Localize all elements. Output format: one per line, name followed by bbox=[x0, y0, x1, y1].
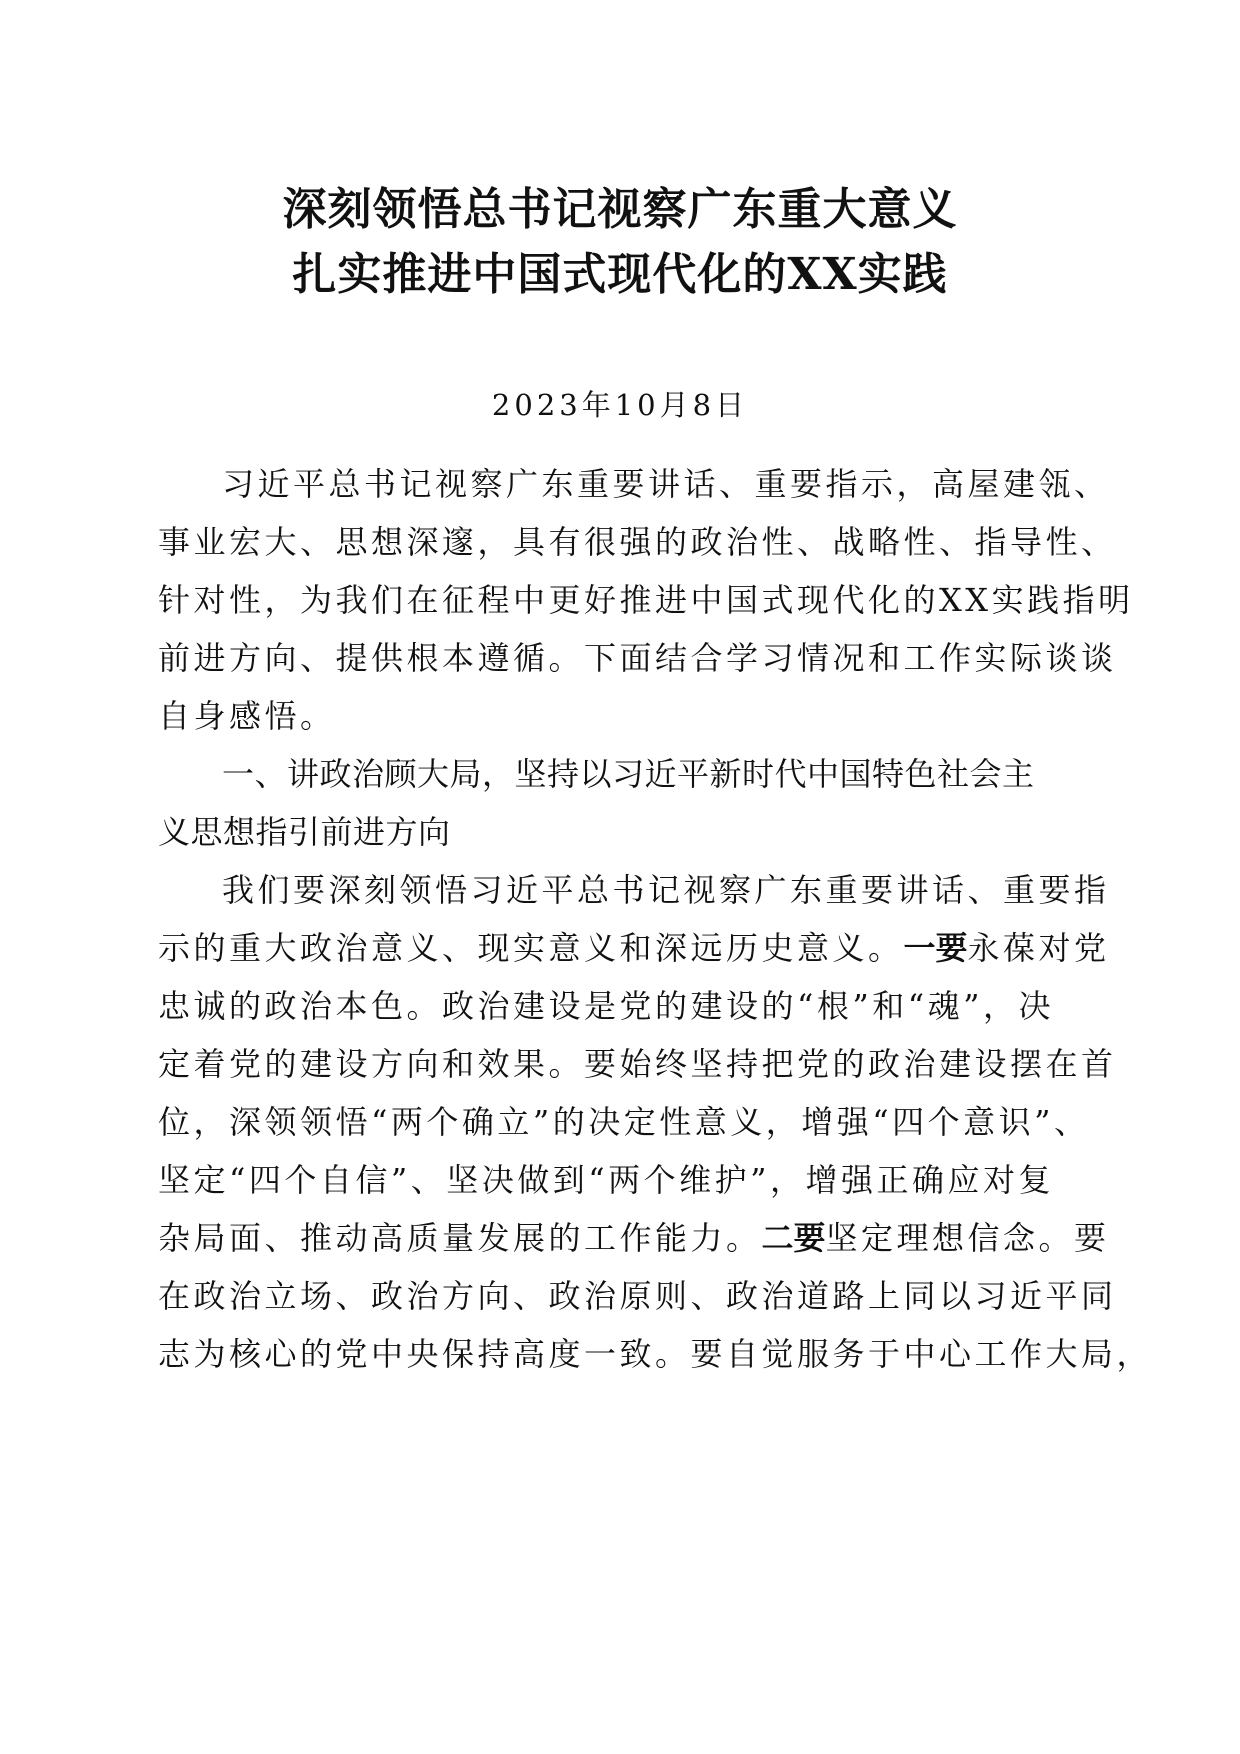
paragraph-line-7 bbox=[158, 1216, 1110, 1260]
paragraph-line-8: 在政治立场、政治方向、政治原则、政治道路上同以习近平同 bbox=[158, 1277, 1117, 1315]
emphasis-first: 一要 bbox=[903, 929, 968, 967]
paragraph-line-9: 志为核心的党中央保持高度一致。要自觉服务于中心工作大局， bbox=[158, 1335, 1153, 1373]
paragraph-line-6: 坚定“四个自信”、坚决做到“两个维护”，增强正确应对复 bbox=[158, 1161, 1054, 1199]
paragraph-line-1: 我们要深刻领悟习近平总书记视察广东重要讲话、重要指 bbox=[222, 871, 1110, 909]
document-title-line-1: 深刻领悟总书记视察广东重大意义 bbox=[282, 184, 958, 235]
paragraph-line-7-text-b: 坚定理想信念。要 bbox=[825, 1219, 1110, 1257]
paragraph-line-2-text-b: 永葆对党 bbox=[967, 929, 1110, 967]
intro-line-3: 针对性，为我们在征程中更好推进中国式现代化的XX实践指明 bbox=[158, 581, 1134, 619]
document-date: 2023年10月8日 bbox=[491, 388, 749, 422]
intro-line-4: 前进方向、提供根本遵循。下面结合学习情况和工作实际谈谈 bbox=[158, 639, 1117, 677]
paragraph-line-2 bbox=[158, 926, 1110, 970]
intro-line-5: 自身感悟。 bbox=[158, 697, 336, 735]
intro-line-2: 事业宏大、思想深邃，具有很强的政治性、战略性、指导性、 bbox=[158, 523, 1117, 561]
intro-line-1: 习近平总书记视察广东重要讲话、重要指示，高屋建瓴、 bbox=[222, 465, 1110, 503]
section-heading-line-2: 义思想指引前进方向 bbox=[158, 813, 451, 851]
section-heading-line-1: 一、讲政治顾大局，坚持以习近平新时代中国特色社会主 bbox=[222, 755, 1035, 793]
paragraph-line-2-text-a: 示的重大政治意义、现实意义和深远历史意义。 bbox=[158, 929, 904, 967]
paragraph-line-7-text-a: 杂局面、推动高质量发展的工作能力。 bbox=[158, 1219, 762, 1257]
emphasis-second: 二要 bbox=[761, 1219, 826, 1257]
paragraph-line-4: 定着党的建设方向和效果。要始终坚持把党的政治建设摆在首 bbox=[158, 1045, 1117, 1083]
document-title-line-2: 扎实推进中国式现代化的XX实践 bbox=[292, 249, 948, 300]
paragraph-line-3: 忠诚的政治本色。政治建设是党的建设的“根”和“魂”，决 bbox=[158, 987, 1054, 1025]
paragraph-line-5: 位，深领领悟“两个确立”的决定性意义，增强“四个意识”、 bbox=[158, 1103, 1090, 1141]
